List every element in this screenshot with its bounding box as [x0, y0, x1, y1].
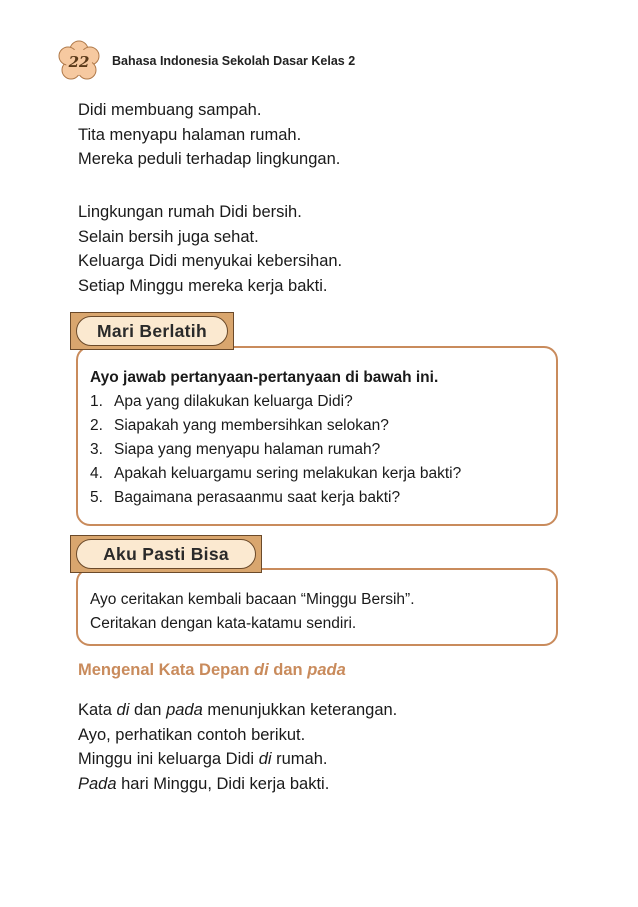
text: hari Minggu, Didi kerja bakti. [116, 774, 330, 793]
pasti-bisa-line: Ceritakan dengan kata-katamu sendiri. [90, 615, 357, 632]
story-paragraph-1 [78, 98, 340, 172]
pasti-bisa-line: Ayo ceritakan kembali bacaan “Minggu Bersih”. [90, 591, 415, 608]
word-di: di [116, 701, 130, 719]
question-text: Siapakah yang membersihkan selokan? [114, 417, 389, 434]
question-item [90, 390, 461, 414]
question-number: 1. [90, 393, 103, 410]
latihan-tab-label: Mari Berlatih [76, 316, 228, 346]
kata-depan-line-4 [78, 772, 397, 797]
kata-depan-paragraph [78, 698, 397, 796]
text: dan [129, 701, 167, 719]
word-pada: Pada [78, 774, 117, 793]
text: rumah. [271, 750, 328, 768]
text: Kata [78, 701, 117, 719]
kata-depan-line-2: Ayo, perhatikan contoh berikut. [78, 725, 306, 744]
question-text: Apakah keluargamu sering melakukan kerja bakti? [114, 465, 462, 482]
heading-text: Mengenal Kata Depan [78, 661, 255, 679]
question-text: Siapa yang menyapu halaman rumah? [114, 441, 381, 458]
question-item [90, 414, 461, 438]
heading-di: di [254, 661, 269, 679]
word-pada: pada [166, 701, 203, 719]
question-text: Apa yang dilakukan keluarga Didi? [114, 393, 353, 410]
question-item [90, 462, 461, 486]
question-number: 4. [90, 465, 103, 482]
story-line: Didi membuang sampah. [78, 101, 262, 119]
story-line: Keluarga Didi menyukai kebersihan. [78, 252, 343, 270]
latihan-content [90, 366, 461, 510]
heading-text: dan [268, 661, 308, 679]
question-item [90, 438, 461, 462]
page-number: 22 [68, 53, 90, 71]
text: Minggu ini keluarga Didi [78, 750, 259, 768]
question-number: 3. [90, 441, 103, 458]
text: menunjukkan keterangan. [202, 701, 398, 719]
story-line: Mereka peduli terhadap lingkungan. [78, 150, 341, 168]
book-title: Bahasa Indonesia Sekolah Dasar Kelas 2 [112, 54, 356, 68]
question-item [90, 486, 461, 510]
latihan-tab [70, 312, 234, 350]
question-text: Bagaimana perasaanmu saat kerja bakti? [114, 489, 401, 506]
heading-pada: pada [307, 661, 346, 679]
kata-depan-line-3 [78, 747, 397, 772]
story-paragraph-2 [78, 200, 342, 298]
pasti-bisa-content [90, 588, 415, 636]
latihan-instruction: Ayo jawab pertanyaan-pertanyaan di bawah ini. [90, 369, 439, 386]
question-number: 5. [90, 489, 103, 506]
page-header [56, 40, 616, 84]
kata-depan-line-1 [78, 698, 397, 723]
story-line: Setiap Minggu mereka kerja bakti. [78, 276, 328, 295]
pasti-bisa-tab-label: Aku Pasti Bisa [76, 539, 256, 569]
story-line: Tita menyapu halaman rumah. [78, 125, 302, 144]
pasti-bisa-tab [70, 535, 262, 573]
kata-depan-heading [78, 661, 346, 680]
word-di: di [258, 750, 272, 768]
story-line: Lingkungan rumah Didi bersih. [78, 203, 302, 221]
story-line: Selain bersih juga sehat. [78, 227, 259, 246]
question-number: 2. [90, 417, 103, 434]
